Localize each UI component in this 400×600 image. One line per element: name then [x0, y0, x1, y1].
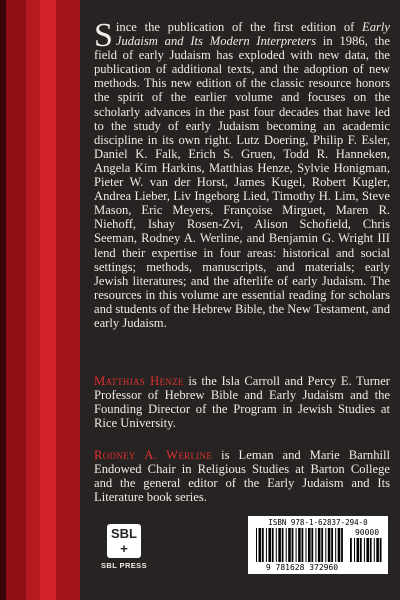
isbn-text: ISBN 978-1-62837-294-0: [268, 518, 368, 527]
barcode-bar: [262, 528, 264, 562]
barcode-bar: [259, 528, 262, 562]
stripe: [26, 0, 40, 600]
barcode-bar: [364, 538, 365, 562]
stripe: [40, 0, 56, 600]
barcode-bar: [370, 538, 372, 562]
book-title-italic: Early Judaism and Its Modern Interpreters: [115, 20, 390, 49]
barcode-bar: [272, 528, 274, 562]
drop-cap: S: [94, 20, 113, 54]
barcode-bar: [298, 528, 301, 562]
barcode-bar: [286, 528, 287, 562]
editor-bio-text: is Leman and Marie Barnhill Endowed Chair in Religious Studies at Barton College and the general editor of the Early Judaism and Its Literature book series.: [94, 448, 390, 505]
barcode-bar: [292, 528, 294, 562]
barcode-bar: [308, 528, 311, 562]
barcode-bar: [328, 528, 331, 562]
publisher-name: SBL PRESS: [101, 561, 147, 570]
editor-bio-werline: [94, 448, 390, 508]
barcode-panel: [248, 516, 388, 574]
description-intro: ince the publication of the first edition of: [115, 20, 363, 34]
barcode-bar: [256, 528, 257, 562]
barcode-bar: [357, 538, 360, 562]
barcode-bar: [266, 528, 267, 562]
barcode-bar: [376, 538, 379, 562]
editor-bio-henze: [94, 374, 390, 434]
barcode-bar: [341, 528, 343, 562]
publisher-logo: [96, 524, 152, 578]
editor-name: Rodney A. Werline: [94, 448, 213, 462]
barcode-bar: [321, 528, 323, 562]
barcode-bar: [338, 528, 341, 562]
barcode-bar: [296, 528, 297, 562]
stripe: [56, 0, 80, 600]
book-description: [94, 20, 390, 340]
barcode-bar: [318, 528, 321, 562]
barcode-bar: [306, 528, 307, 562]
barcode-bar: [325, 528, 326, 562]
barcode-bar: [268, 528, 271, 562]
logo-text: SBL: [111, 526, 137, 541]
decorative-stripes: [0, 0, 80, 600]
barcode-bar: [366, 538, 369, 562]
barcode-bar: [374, 538, 375, 562]
supplement-barcode-icon: [350, 538, 384, 562]
ean-digits: 9 781628 372960: [265, 563, 339, 572]
barcode-bar: [354, 538, 355, 562]
editor-bio-text: is the Isla Carroll and Percy E. Turner Professor of Hebrew Bible and Early Judaism and the Founding Director of the Program in Jewish Studies at Rice University.: [94, 374, 390, 431]
barcode-bar: [311, 528, 313, 562]
editor-name: Matthias Henze: [94, 374, 184, 388]
barcode-bar: [282, 528, 284, 562]
barcode-bar: [350, 538, 352, 562]
ean-barcode-icon: [256, 528, 346, 562]
barcode-bar: [278, 528, 281, 562]
price-code: 90000: [354, 528, 380, 537]
description-body: in 1986, the field of early Judaism has exploded with new data, the publication of additional texts, and the adoption of new methods. This new edition of the classic resource honors the spirit of the earlier volume and focuses on the scholarly advances in the past four decades that have led to the study of early Judaism becoming an academic discipline in its own right. Lutz Doering, Philip F. Esler, Daniel K. Falk, Erich S. Gruen, Todd R. Hanneken, Angela Kim Harkins, Matthias Henze, Sylvie Honigman, Pieter W. van der Horst, James Kugel, Robert Kugler, Andrea Lieber, Liv Ingeborg Lied, Timothy H. Lim, Steve Mason, Eric Meyers, Françoise Mirguet, Maren R. Niehoff, Ishay Rosen-Zvi, Alison Schofield, Chris Seeman, Rodney A. Werline, and Benjamin G. Wright III lend their expertise in four areas: historical and social settings; methods, manuscripts, and materials; early Jewish literatures; and the afterlife of early Judaism. The resources in this volume are essential reading for scholars and students of the Hebrew Bible, the New Testament, and early Judaism.: [94, 34, 390, 330]
barcode-bar: [360, 538, 362, 562]
logo-cross: +: [120, 541, 128, 556]
barcode-bar: [380, 538, 382, 562]
barcode-bar: [302, 528, 304, 562]
barcode-bar: [276, 528, 277, 562]
sbl-logo-icon: [107, 524, 141, 558]
barcode-bar: [315, 528, 316, 562]
barcode-bar: [288, 528, 291, 562]
barcode-bar: [331, 528, 333, 562]
stripe: [6, 0, 26, 600]
barcode-bar: [335, 528, 336, 562]
